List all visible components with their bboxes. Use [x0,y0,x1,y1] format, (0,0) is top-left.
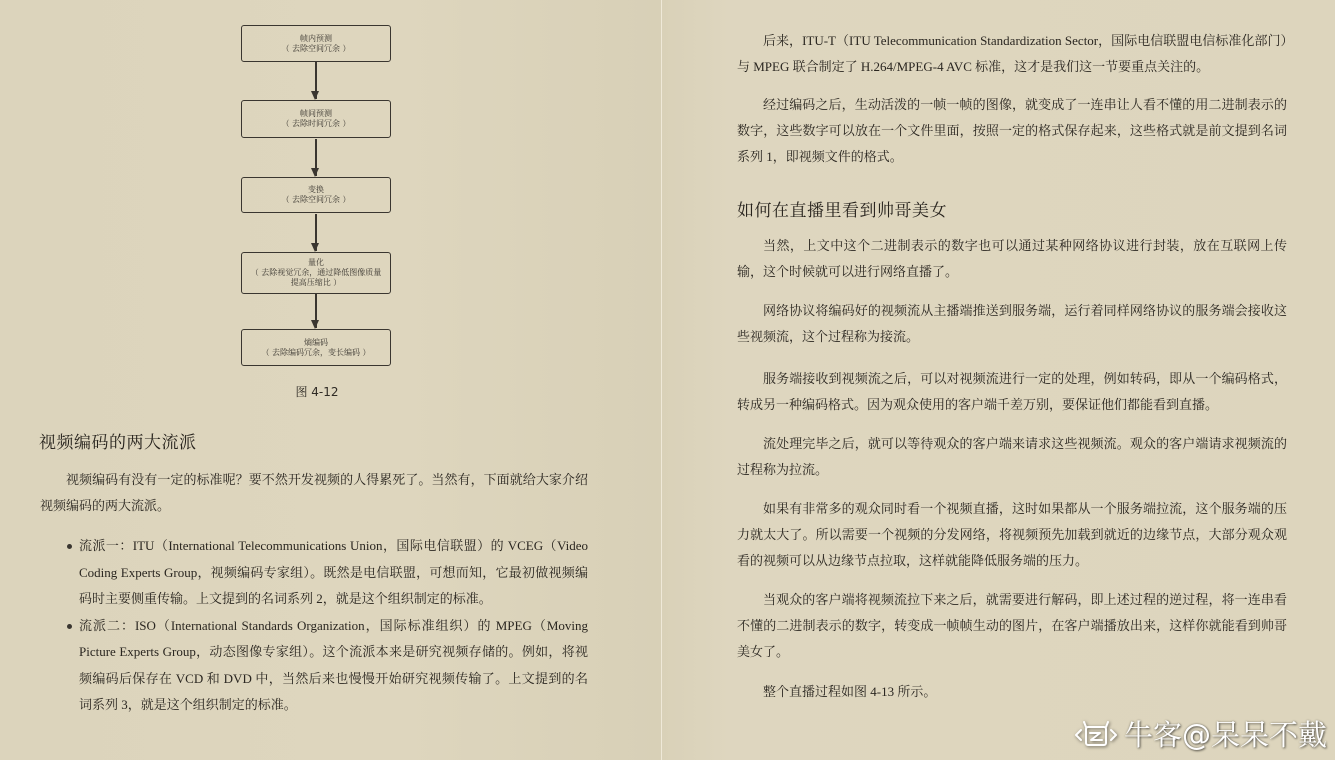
flow-step-subtitle: （ 去除时间冗余 ） [281,119,351,128]
flow-step-subtitle: （ 去除空间冗余 ） [281,43,351,53]
flow-step-title: 帧间预测 [300,109,332,118]
flow-step-title: 变换 [308,185,324,194]
bullet-icon [67,544,72,549]
flow-step-title: 熵编码 [304,337,328,347]
flowchart [241,0,393,400]
flow-step-title: 量化 [308,258,324,267]
nowcoder-logo-icon [1074,718,1118,750]
bullet-icon [67,624,72,629]
section-heading: 视频编码的两大流派 [39,433,197,453]
flow-step-quantization [241,252,391,294]
flow-step-subtitle: （ 去除空间冗余 ） [281,195,351,204]
paragraph: 经过编码之后，生动活泼的一帧一帧的图像，就变成了一连串让人看不懂的用二进制表示的数字，这些数字可以放在一个文件里面，按照一定的格式保存起来，这些格式就是前文提到名词系列 1，即视频文件的格式。 [737,97,1287,164]
section-heading: 如何在直播里看到帅哥美女 [737,201,947,221]
paragraph: 流处理完毕之后，就可以等待观众的客户端来请求这些视频流。观众的客户端请求视频流的过程称为拉流。 [737,436,1287,477]
list-item-text: 流派一：ITU（International Telecommunications Union，国际电信联盟）的 VCEG（Video Coding Experts Group，视频编码专家组）。既然是电信联盟，可想而知，它最初做视频编码时主要侧重传输。上文提到的名词系列 2，就是这个组织制定的标准。 [79,538,588,606]
paragraph: 当观众的客户端将视频流拉下来之后，就需要进行解码，即上述过程的逆过程，将一连串看不懂的二进制表示的数字，转变成一帧帧生动的图片，在客户端播放出来，这样你就能看到帅哥美女了。 [737,592,1287,659]
list-item-text: 流派二：ISO（International Standards Organization，国际标准组织）的 MPEG（Moving Picture Experts Group，动态图像专家组）。这个流派本来是研究视频存储的。例如，将视频编码后保存在 VCD 和 DVD 中，当然后来也慢慢开始研究视频传输了。上文提到的名词系列 3，就是这个组织制定的标准。 [79,617,588,712]
paragraph: 网络协议将编码好的视频流从主播端推送到服务端，运行着同样网络协议的服务端会接收这些视频流，这个过程称为接流。 [737,303,1287,344]
flow-step-transform [241,177,391,213]
flow-step-intra-prediction [241,25,391,62]
intro-paragraph: 视频编码有没有一定的标准呢？要不然开发视频的人得累死了。当然有，下面就给大家介绍视频编码的两大流派。 [40,472,588,513]
flow-arrow-icon [315,62,317,99]
flow-step-subtitle: （ 去除编码冗余，变长编码 ） [261,347,371,357]
paragraph: 当然，上文中这个二进制表示的数字也可以通过某种网络协议进行封装，放在互联网上传输，这个时候就可以进行网络直播了。 [737,238,1287,279]
flow-step-entropy-coding [241,329,391,366]
list-item [66,533,588,613]
watermark-text: 牛客@呆呆不戴 [1123,718,1327,752]
list-item [66,613,588,719]
flow-step-subtitle: （ 去除视觉冗余，通过降低图像质量提高压缩比 ） [250,268,382,287]
paragraph: 如果有非常多的观众同时看一个视频直播，这时如果都从一个服务端拉流，这个服务端的压力就太大了。所以需要一个视频的分发网络，将视频预先加载到就近的边缘节点，大部分观众观看的视频可以从边缘节点拉取，这样就能降低服务端的压力。 [737,501,1287,568]
paragraph: 整个直播过程如图 4-13 所示。 [763,684,937,699]
flow-arrow-icon [315,214,317,251]
figure-caption: 图 4-12 [295,385,339,399]
flow-arrow-icon [315,294,317,328]
flow-arrow-icon [315,139,317,176]
paragraph: 后来，ITU-T（ITU Telecommunication Standardization Sector，国际电信联盟电信标准化部门）与 MPEG 联合制定了 H.264/MPEG-4 AVC 标准，这才是我们这一节要重点关注的。 [737,33,1287,74]
right-page [662,0,1335,760]
coding-school-list [66,533,588,719]
watermark [1074,713,1327,754]
flow-step-title: 帧内预测 [300,33,332,43]
flow-step-inter-prediction [241,100,391,138]
left-page [0,0,661,760]
paragraph: 服务端接收到视频流之后，可以对视频流进行一定的处理，例如转码，即从一个编码格式，转成另一种编码格式。因为观众使用的客户端千差万别，要保证他们都能看到直播。 [737,371,1287,412]
